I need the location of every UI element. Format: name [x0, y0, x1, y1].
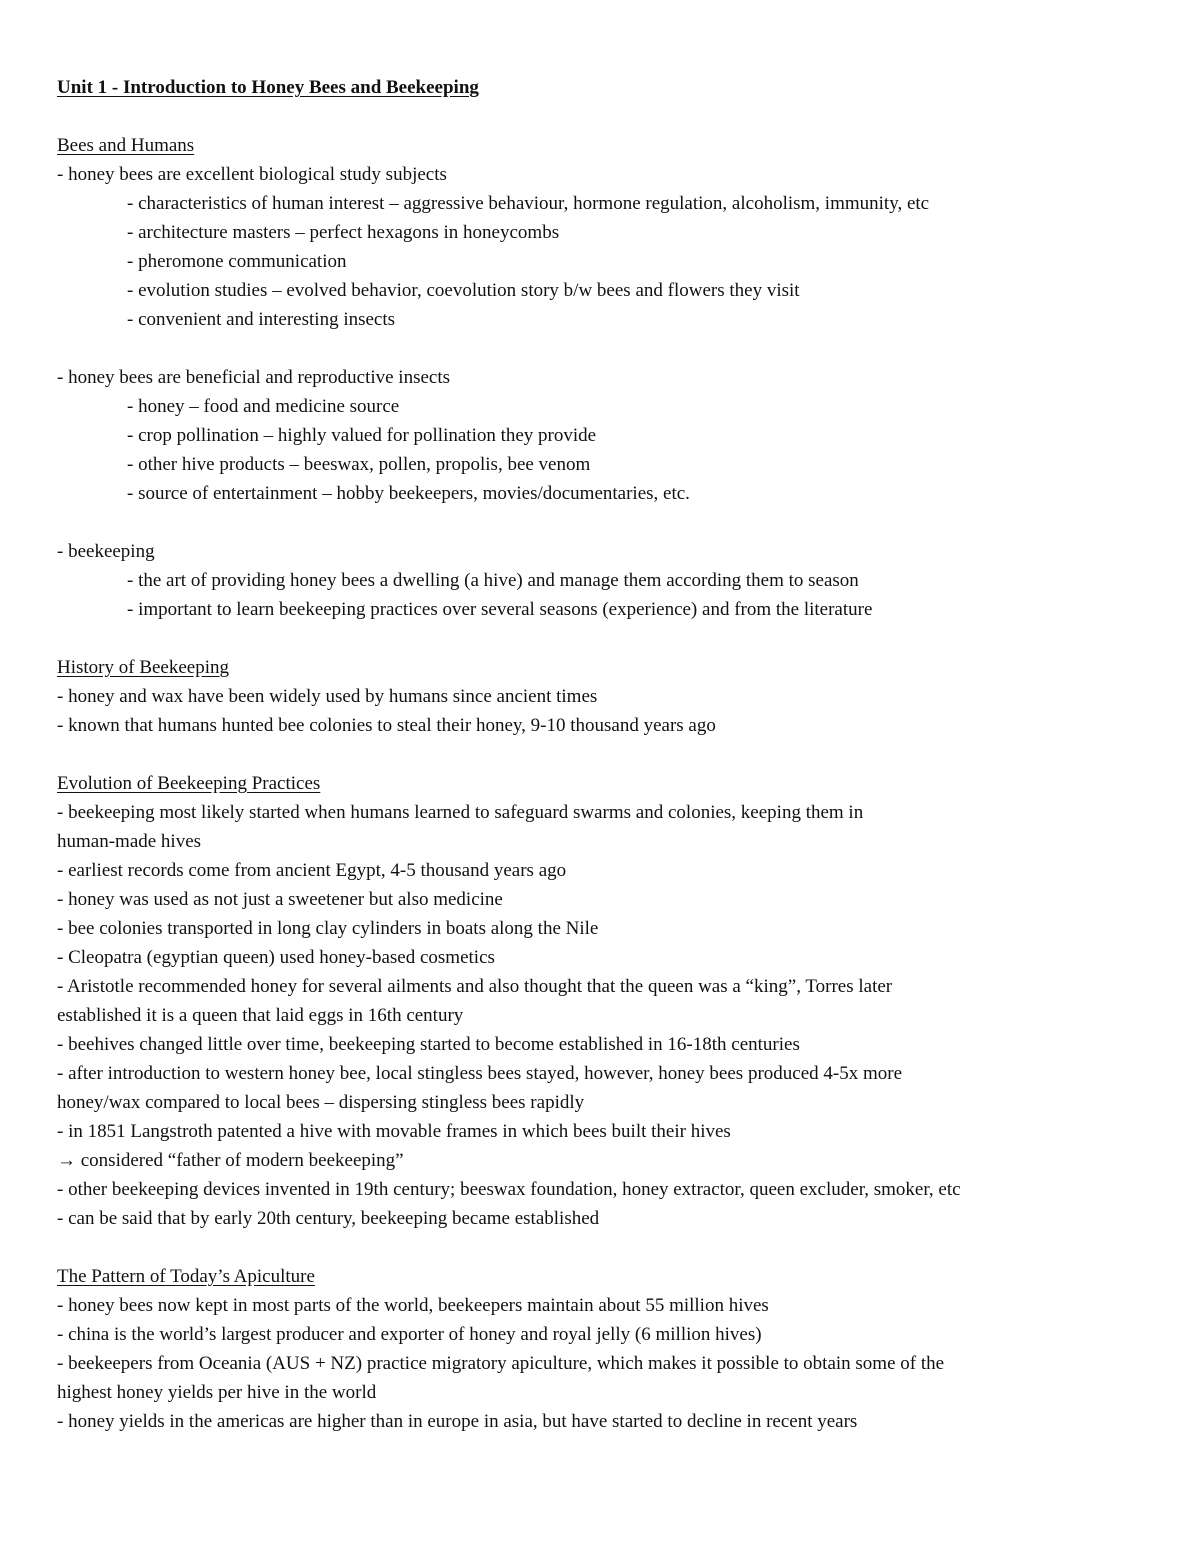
- list-item: - earliest records come from ancient Egypt, 4-5 thousand years ago: [57, 860, 567, 881]
- list-item: - can be said that by early 20th century, beekeeping became established: [57, 1208, 600, 1229]
- list-item: - Aristotle recommended honey for several ailments and also thought that the queen was a “king”, Torres later: [57, 976, 893, 997]
- list-item: - honey and wax have been widely used by humans since ancient times: [57, 686, 598, 707]
- bullet-sub: - source of entertainment – hobby beekeepers, movies/documentaries, etc.: [127, 483, 690, 504]
- list-item-continuation: honey/wax compared to local bees – dispersing stingless bees rapidly: [57, 1092, 585, 1113]
- list-item: - honey bees now kept in most parts of the world, beekeepers maintain about 55 million hives: [57, 1295, 769, 1316]
- section-heading-pattern: The Pattern of Today’s Apiculture: [57, 1266, 315, 1287]
- list-item: - in 1851 Langstroth patented a hive with movable frames in which bees built their hives: [57, 1121, 731, 1142]
- list-item-continuation: established it is a queen that laid eggs in 16th century: [57, 1005, 464, 1026]
- list-item: - beekeeping most likely started when humans learned to safeguard swarms and colonies, keeping them in: [57, 802, 864, 823]
- document-page: [57, 73, 1167, 1436]
- list-item: - honey was used as not just a sweetener but also medicine: [57, 889, 503, 910]
- list-item: - bee colonies transported in long clay cylinders in boats along the Nile: [57, 918, 599, 939]
- list-item: - china is the world’s largest producer and exporter of honey and royal jelly (6 million hives): [57, 1324, 762, 1345]
- list-item: - beehives changed little over time, beekeeping started to become established in 16-18th centuries: [57, 1034, 800, 1055]
- bullet-sub: - other hive products – beeswax, pollen, propolis, bee venom: [127, 454, 591, 475]
- bullet-sub: - honey – food and medicine source: [127, 396, 400, 417]
- list-item-continuation: human-made hives: [57, 831, 202, 852]
- spacer: [57, 740, 1167, 769]
- bullet-main: - honey bees are beneficial and reproductive insects: [57, 367, 451, 388]
- bullet-sub: - convenient and interesting insects: [127, 309, 396, 330]
- list-item-continuation: highest honey yields per hive in the world: [57, 1382, 377, 1403]
- bullet-sub: - characteristics of human interest – aggressive behaviour, hormone regulation, alcoholism, immunity, etc: [127, 193, 930, 214]
- list-item: - after introduction to western honey bee, local stingless bees stayed, however, honey bees produced 4-5x more: [57, 1063, 902, 1084]
- bullet-main: - beekeeping: [57, 541, 155, 562]
- bullet-sub: - crop pollination – highly valued for pollination they provide: [127, 425, 597, 446]
- bullet-sub: - important to learn beekeeping practices over several seasons (experience) and from the literature: [127, 599, 873, 620]
- spacer: [57, 624, 1167, 653]
- bullet-sub: - pheromone communication: [127, 251, 347, 272]
- bullet-sub: - evolution studies – evolved behavior, coevolution story b/w bees and flowers they visit: [127, 280, 800, 301]
- spacer: [57, 1233, 1167, 1262]
- section-heading-evolution: Evolution of Beekeeping Practices: [57, 773, 321, 794]
- bullet-main: - honey bees are excellent biological study subjects: [57, 164, 447, 185]
- list-item-arrow: → considered “father of modern beekeeping”: [57, 1150, 404, 1171]
- section-heading-bees-and-humans: Bees and Humans: [57, 135, 195, 156]
- bullet-sub: - architecture masters – perfect hexagons in honeycombs: [127, 222, 560, 243]
- list-item: - other beekeeping devices invented in 19th century; beeswax foundation, honey extractor, queen excluder, smoker, etc: [57, 1179, 961, 1200]
- spacer: [57, 102, 1167, 131]
- section-heading-history: History of Beekeeping: [57, 657, 230, 678]
- spacer: [57, 508, 1167, 537]
- list-item: - honey yields in the americas are higher than in europe in asia, but have started to decline in recent years: [57, 1411, 858, 1432]
- spacer: [57, 334, 1167, 363]
- list-item: - beekeepers from Oceania (AUS + NZ) practice migratory apiculture, which makes it possible to obtain some of the: [57, 1353, 945, 1374]
- bullet-sub: - the art of providing honey bees a dwelling (a hive) and manage them according them to season: [127, 570, 859, 591]
- document-title: Unit 1 - Introduction to Honey Bees and Beekeeping: [57, 77, 479, 98]
- list-item: - Cleopatra (egyptian queen) used honey-based cosmetics: [57, 947, 495, 968]
- list-item: - known that humans hunted bee colonies to steal their honey, 9-10 thousand years ago: [57, 715, 716, 736]
